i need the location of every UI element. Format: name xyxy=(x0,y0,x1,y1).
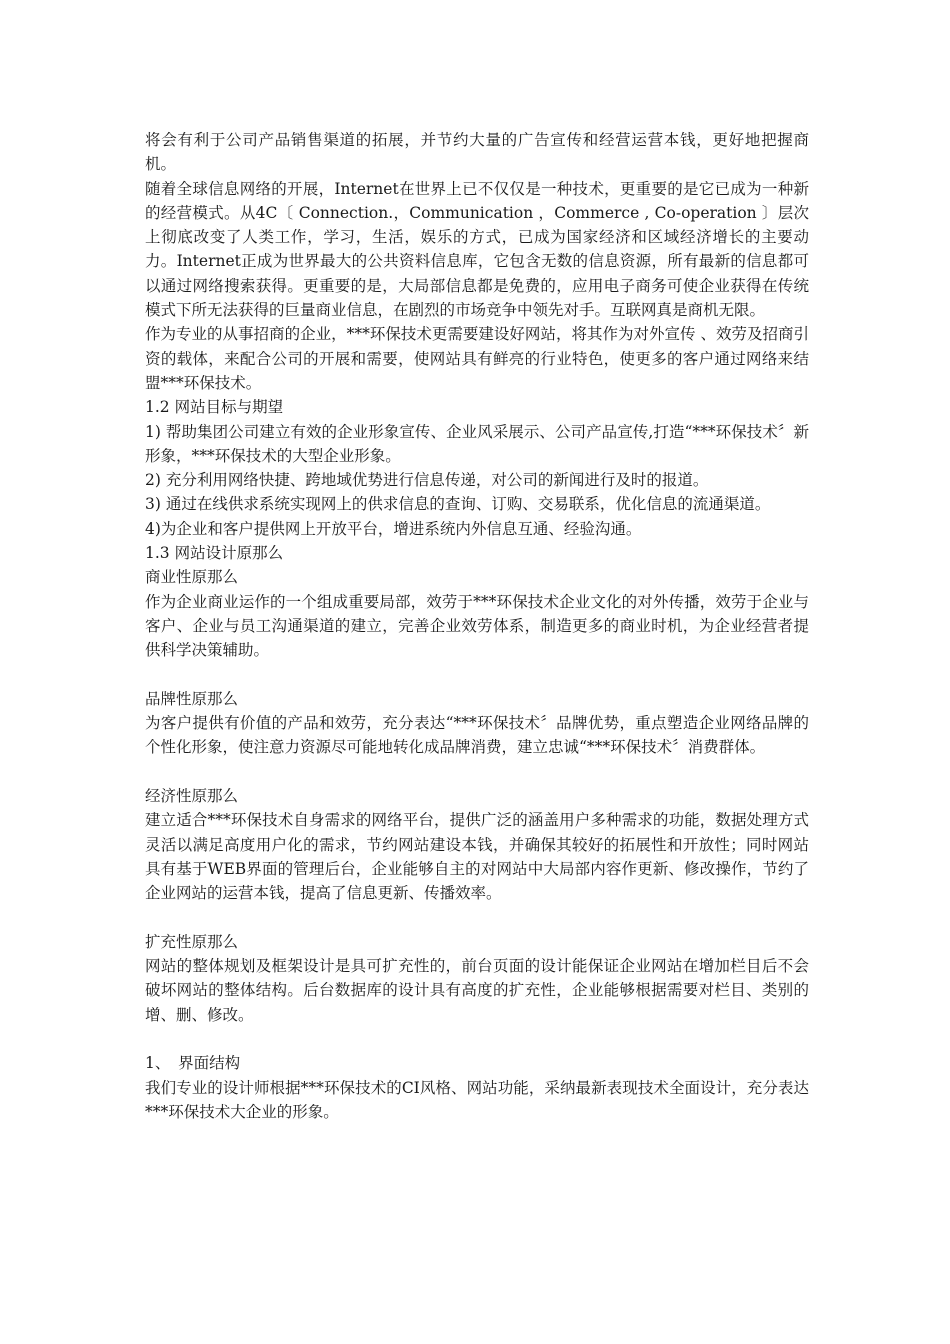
paragraph-gap xyxy=(145,906,809,930)
principle-body-economic: 建立适合***环保技术自身需求的网络平台，提供广泛的涵盖用户多种需求的功能，数据处理方式灵活以满足高度用户化的需求，节约网站建设本钱，并确保其较好的拓展性和开放性；同时网站具有基于WEB界面的管理后台，企业能够自主的对网站中大局部内容作更新、修改操作，节约了企业网站的运营本钱，提高了信息更新、传播效率。 xyxy=(145,811,809,903)
section-heading-interface: 1、 界面结构 xyxy=(145,1054,241,1073)
principle-body-brand: 为客户提供有价值的产品和效劳，充分表达“***环保技术〞品牌优势，重点塑造企业网络品牌的个性化形象，使注意力资源尽可能地转化成品牌消费，建立忠诚“***环保技术〞消费群体。 xyxy=(145,714,809,757)
goal-item-2: 2) 充分利用网络快捷、跨地域优势进行信息传递，对公司的新闻进行及时的报道。 xyxy=(145,471,709,490)
principle-body-extensibility: 网站的整体规划及框架设计是具可扩充性的，前台页面的设计能保证企业网站在增加栏目后不会破坏网站的整体结构。后台数据库的设计具有高度的扩充性，企业能够根据需要对栏目、类别的增、删、修改。 xyxy=(145,957,809,1024)
goal-item-4: 4)为企业和客户提供网上开放平台，增进系统内外信息互通、经验沟通。 xyxy=(145,519,642,538)
principle-heading-extensibility: 扩充性原那么 xyxy=(145,932,239,951)
principle-heading-economic: 经济性原那么 xyxy=(145,787,239,806)
goal-item-1: 1) 帮助集团公司建立有效的企业形象宣传、企业风采展示、公司产品宣传,打造“***环保技术〞新形象，***环保技术的大型企业形象。 xyxy=(145,422,809,465)
paragraph-gap xyxy=(145,663,809,687)
section-heading-principles: 1.3 网站设计原那么 xyxy=(145,544,284,563)
document-body xyxy=(145,128,809,1124)
paragraph-website-purpose: 作为专业的从事招商的企业，***环保技术更需要建设好网站，将其作为对外宣传 、效劳及招商引资的载体，来配合公司的开展和需要，使网站具有鲜亮的行业特色，使更多的客户通过网络来结盟***环保技术。 xyxy=(145,325,809,392)
principle-heading-brand: 品牌性原那么 xyxy=(145,689,239,708)
paragraph-gap xyxy=(145,760,809,784)
paragraph-gap xyxy=(145,1027,809,1051)
paragraph-interface-design: 我们专业的设计师根据***环保技术的CI风格、网站功能，采纳最新表现技术全面设计，充分表达***环保技术大企业的形象。 xyxy=(145,1078,809,1121)
paragraph-intro-continuation: 将会有利于公司产品销售渠道的拓展，并节约大量的广告宣传和经营运营本钱，更好地把握商机。 xyxy=(145,131,809,174)
principle-heading-commercial: 商业性原那么 xyxy=(145,568,239,587)
section-heading-goals: 1.2 网站目标与期望 xyxy=(145,398,284,417)
paragraph-internet-development: 随着全球信息网络的开展，Internet在世界上已不仅仅是一种技术，更重要的是它已成为一种新的经营模式。从4C〔 Connection.，Communication ，Commerce , Co-operation 〕层次上彻底改变了人类工作，学习，生活，娱乐的方式，已成为国家经济和区域经济增长的主要动力。Internet正成为世界最大的公共资料信息库，它包含无数的信息资源，所有最新的信息都可以通过网络搜索获得。更重要的是，大局部信息都是免费的，应用电子商务可使企业获得在传统模式下所无法获得的巨量商业信息，在剧烈的市场竞争中领先对手。互联网真是商机无限。 xyxy=(145,179,809,320)
principle-body-commercial: 作为企业商业运作的一个组成重要局部，效劳于***环保技术企业文化的对外传播，效劳于企业与客户、企业与员工沟通渠道的建立，完善企业效劳体系，制造更多的商业时机，为企业经营者提供科学决策辅助。 xyxy=(145,592,809,660)
goal-item-3: 3) 通过在线供求系统实现网上的供求信息的查询、订购、交易联系，优化信息的流通渠道。 xyxy=(145,495,771,514)
